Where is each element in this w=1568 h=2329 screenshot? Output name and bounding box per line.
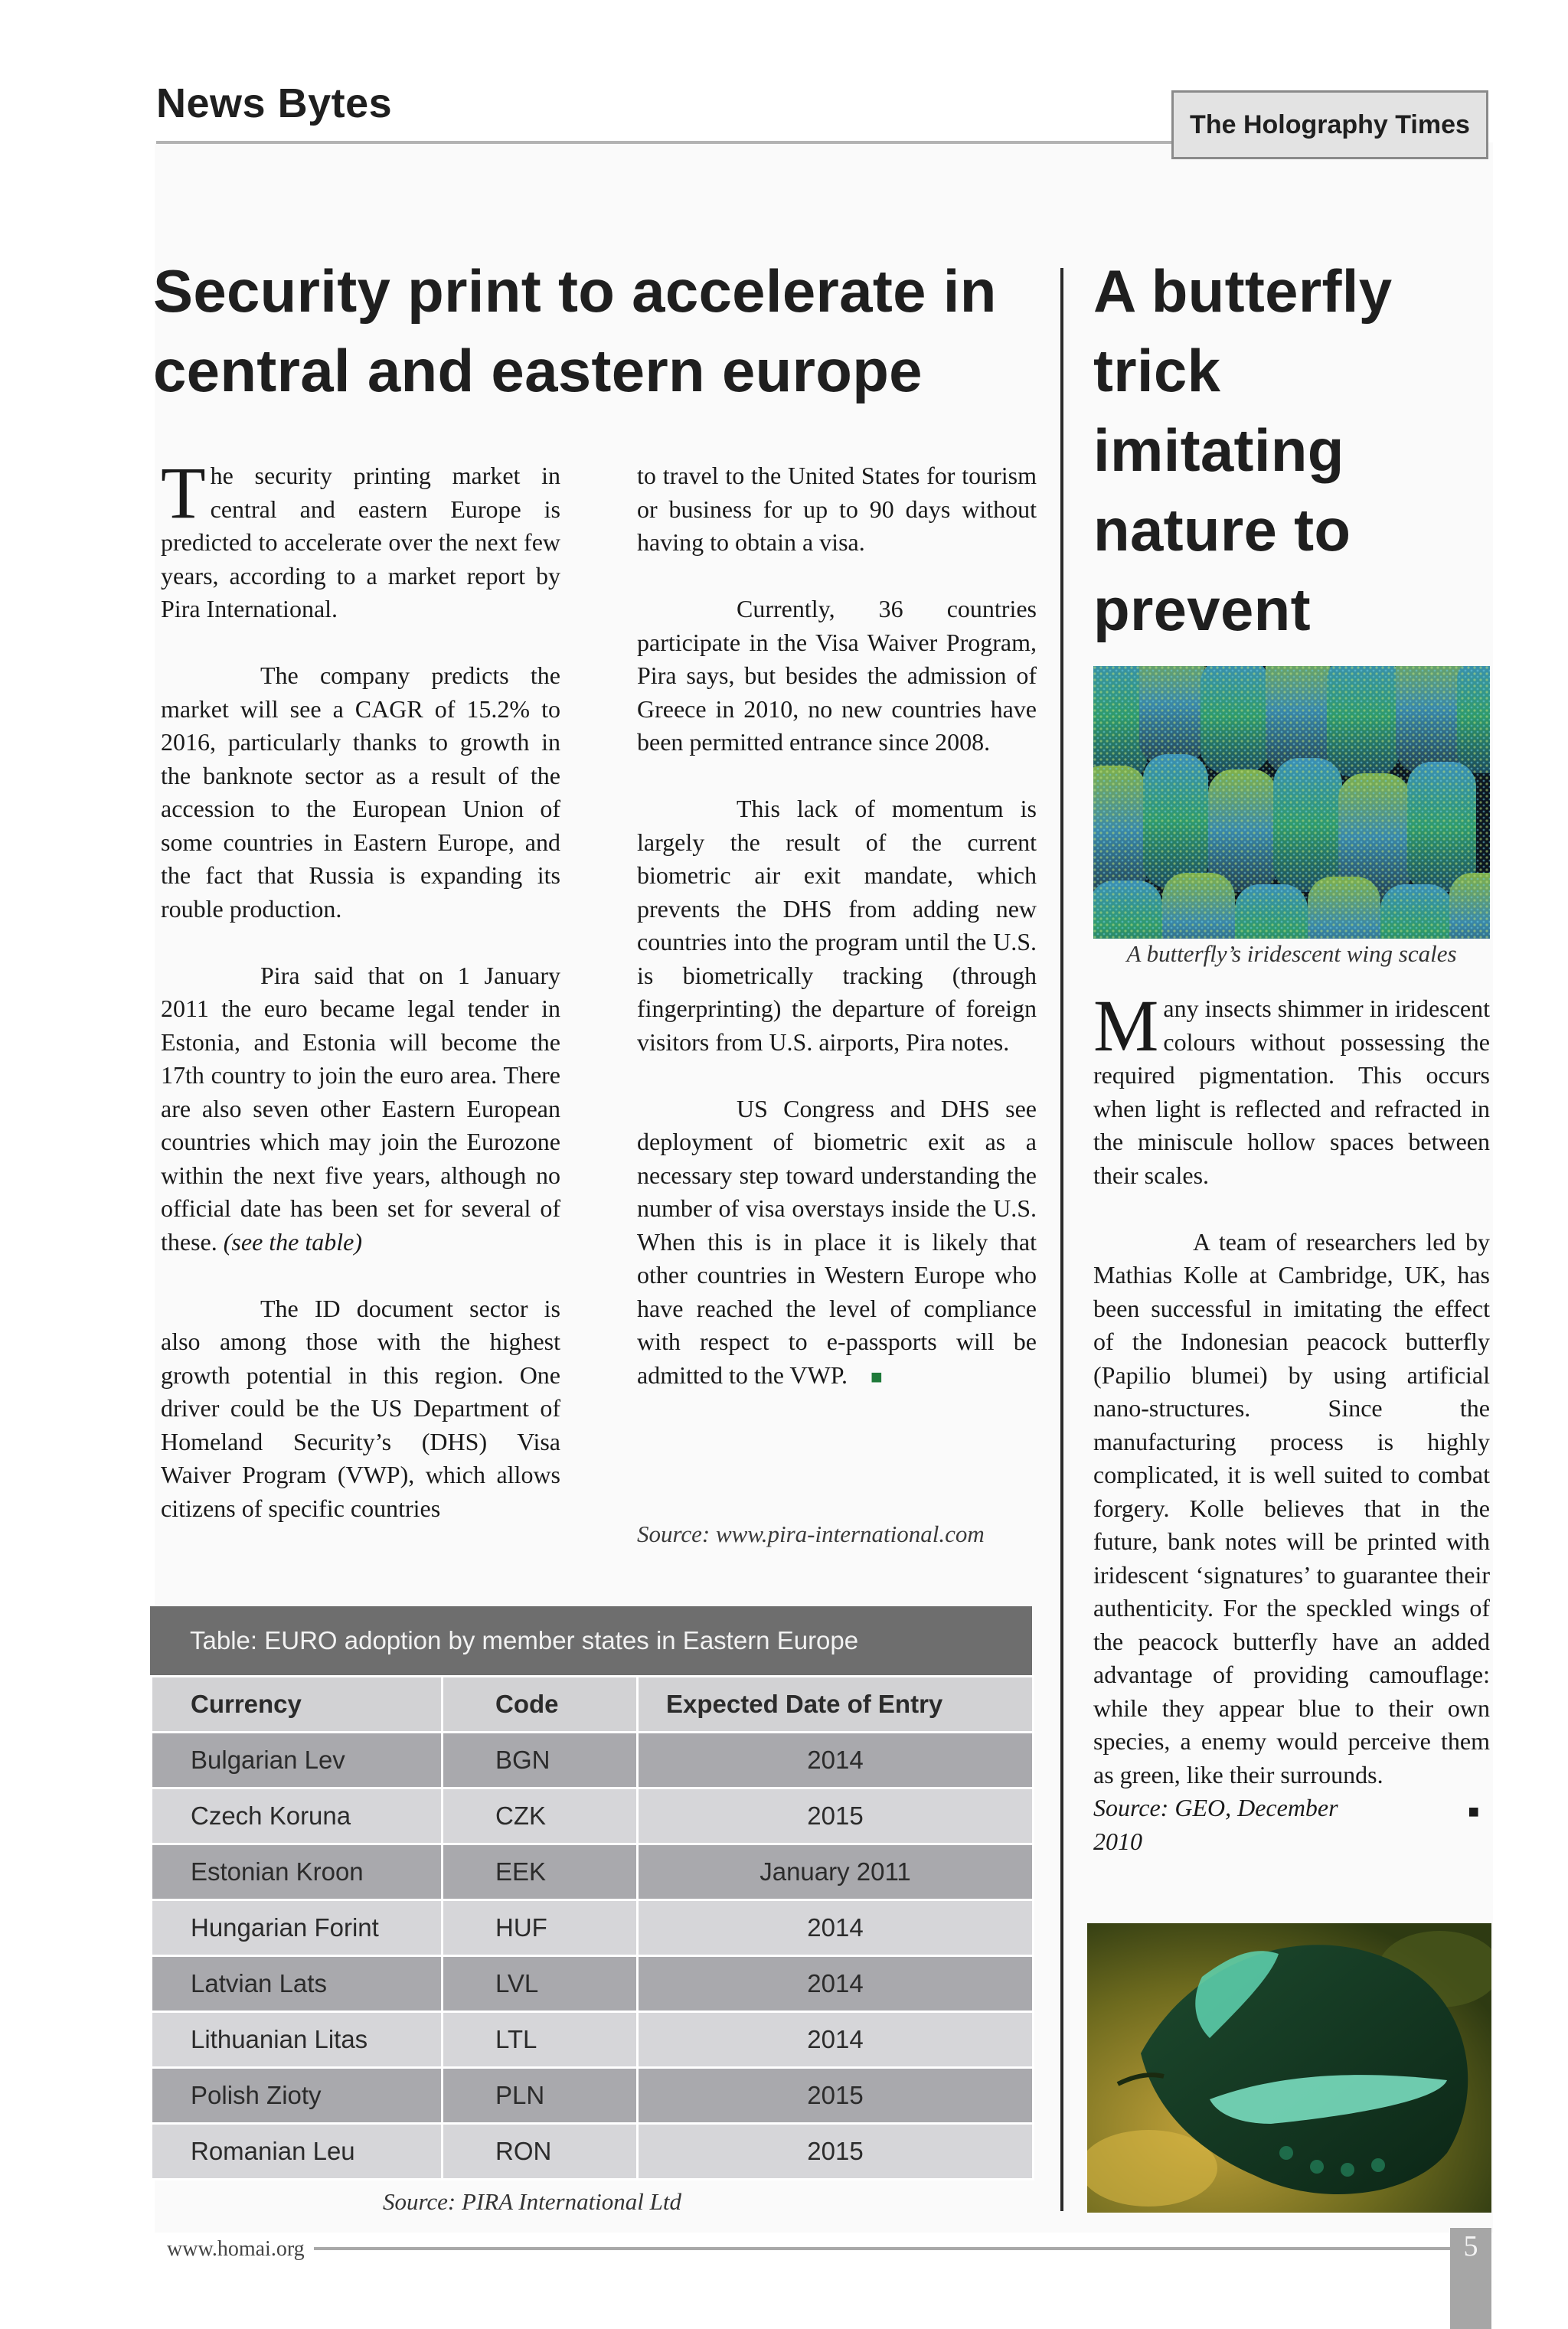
column-divider bbox=[1060, 268, 1063, 2211]
article2-dropcap: M bbox=[1093, 985, 1159, 1067]
cell-currency: Bulgarian Lev bbox=[152, 1733, 443, 1788]
article1-paragraph: This lack of momentum is largely the result of the current biometric air exit mandate, which prevents the DHS from adding new countries into the program until the U.S. is biometrically tracking (through fingerprinting) the departure of foreign visitors from U.S. airports, Pira notes. bbox=[637, 795, 1037, 1056]
cell-currency: Romanian Leu bbox=[152, 2124, 443, 2180]
cell-code: RON bbox=[443, 2124, 638, 2180]
table-grid bbox=[150, 1675, 1034, 2180]
table-header-row bbox=[152, 1677, 1034, 1733]
cell-date: January 2011 bbox=[638, 1844, 1034, 1900]
article1-paragraph: Currently, 36 countries participate in the Visa Waiver Program, Pira says, but besides the admission of Greece in 2010, no new countries have been permitted entrance since 2008. bbox=[637, 595, 1037, 756]
cell-code: HUF bbox=[443, 1900, 638, 1956]
article2-paragraph: Many insects shimmer in iridescent colours without possessing the required pigmentation. This occurs when light is reflected and refracted in the miniscule hollow spaces between their scales. bbox=[1093, 985, 1490, 1189]
publication-name: The Holography Times bbox=[1190, 109, 1470, 139]
cell-currency: Czech Koruna bbox=[152, 1788, 443, 1844]
end-mark: ■ bbox=[1468, 1802, 1479, 1822]
article1-paragraph: US Congress and DHS see deployment of biometric exit as a necessary step toward understanding the number of visa overstays inside the U.S. When this is in place it is likely that other countries in Western Europe who have reached the level of compliance with respect to e-passports will be admitted to the VWP. ■ bbox=[637, 1094, 1037, 1389]
end-mark: ■ bbox=[870, 1365, 883, 1388]
article1-source: Source: www.pira-international.com bbox=[637, 1521, 985, 1547]
column-header-date: Expected Date of Entry bbox=[638, 1677, 1034, 1733]
cell-date: 2015 bbox=[638, 2124, 1034, 2180]
table-source: Source: PIRA International Ltd bbox=[382, 2188, 682, 2215]
table-title: Table: EURO adoption by member states in Eastern Europe bbox=[150, 1606, 1032, 1675]
page-number: 5 bbox=[1450, 2228, 1491, 2329]
table-row bbox=[152, 1844, 1034, 1900]
article1-paragraph: Pira said that on 1 January 2011 the euro became legal tender in Estonia, and Estonia will become the 17th country to join the euro area. There are also seven other Eastern European countries which may join the Eurozone within the next five years, although no official date has been set for several of these. (see the table) bbox=[161, 961, 560, 1256]
euro-adoption-table bbox=[150, 1606, 1032, 2180]
article2-column bbox=[1093, 985, 1490, 1858]
table-row bbox=[152, 1900, 1034, 1956]
cell-currency: Polish Zioty bbox=[152, 2068, 443, 2124]
cell-code: BGN bbox=[443, 1733, 638, 1788]
article2-headline: A butterfly trick imitating nature to prevent bbox=[1093, 257, 1393, 643]
cell-date: 2014 bbox=[638, 1956, 1034, 2012]
cell-date: 2014 bbox=[638, 1733, 1034, 1788]
cell-date: 2014 bbox=[638, 1900, 1034, 1956]
article1-paragraph: The company predicts the market will see a CAGR of 15.2% to 2016, particularly thanks to growth in the banknote sector as a result of the accession to the European Union of some countries in Eastern Europe, and the fact that Russia is expanding its rouble production. bbox=[161, 661, 560, 923]
cell-code: LTL bbox=[443, 2012, 638, 2068]
cell-currency: Lithuanian Litas bbox=[152, 2012, 443, 2068]
publication-name-box bbox=[1171, 90, 1488, 159]
cell-date: 2015 bbox=[638, 1788, 1034, 1844]
cell-code: CZK bbox=[443, 1788, 638, 1844]
image-caption: A butterfly’s iridescent wing scales bbox=[1126, 940, 1457, 967]
table-row bbox=[152, 1956, 1034, 2012]
article1-dropcap: T bbox=[161, 452, 206, 534]
footer-url[interactable]: www.homai.org bbox=[167, 2237, 305, 2261]
article1-paragraph: The ID document sector is also among those with the highest growth potential in this region. One driver could be the US Department of Homeland Security’s (DHS) Visa Waiver Program (VWP), which allows citizens of specific countries bbox=[161, 1294, 560, 1522]
article1-headline: Security print to accelerate in central and eastern europe bbox=[153, 257, 997, 404]
cell-code: LVL bbox=[443, 1956, 638, 2012]
article2-source: Source: GEO, December 2010 bbox=[1093, 1794, 1338, 1855]
article1-paragraph: The security printing market in central and eastern Europe is predicted to accelerate over the next few years, according to a market report by Pira International. bbox=[161, 452, 560, 622]
butterfly-image bbox=[1087, 1923, 1491, 2213]
article1-paragraph: to travel to the United States for tourism or business for up to 90 days without having to obtain a visa. bbox=[637, 462, 1037, 556]
wing-scales-image bbox=[1093, 666, 1490, 939]
table-row bbox=[152, 1733, 1034, 1788]
column-header-code: Code bbox=[443, 1677, 638, 1733]
table-reference: (see the table) bbox=[223, 1227, 362, 1256]
table-row bbox=[152, 2068, 1034, 2124]
article1-column-1 bbox=[161, 452, 560, 1525]
section-title: News Bytes bbox=[156, 80, 393, 126]
table-row bbox=[152, 2012, 1034, 2068]
cell-currency: Estonian Kroon bbox=[152, 1844, 443, 1900]
header-rule bbox=[156, 141, 1171, 144]
footer-rule bbox=[314, 2247, 1450, 2250]
table-row bbox=[152, 2124, 1034, 2180]
cell-date: 2015 bbox=[638, 2068, 1034, 2124]
cell-currency: Hungarian Forint bbox=[152, 1900, 443, 1956]
column-header-currency: Currency bbox=[152, 1677, 443, 1733]
cell-date: 2014 bbox=[638, 2012, 1034, 2068]
cell-currency: Latvian Lats bbox=[152, 1956, 443, 2012]
cell-code: EEK bbox=[443, 1844, 638, 1900]
article2-paragraph: A team of researchers led by Mathias Kolle at Cambridge, UK, has been successful in imitating the effect of the Indonesian peacock butterfly (Papilio blumei) by using artificial nano-structures. Since the manufacturing process is highly complicated, it is well suited to combat forgery. Kolle believes that in the future, bank notes will be printed with iridescent ‘signatures’ to guarantee their authenticity. For the speckled wings of the peacock butterfly have an added advantage of providing camouflage: while they appear blue to their own species, a enemy would perceive them as green, like their surrounds. ■ bbox=[1093, 1226, 1490, 1792]
table-row bbox=[152, 1788, 1034, 1844]
cell-code: PLN bbox=[443, 2068, 638, 2124]
article1-column-2 bbox=[637, 459, 1037, 1393]
